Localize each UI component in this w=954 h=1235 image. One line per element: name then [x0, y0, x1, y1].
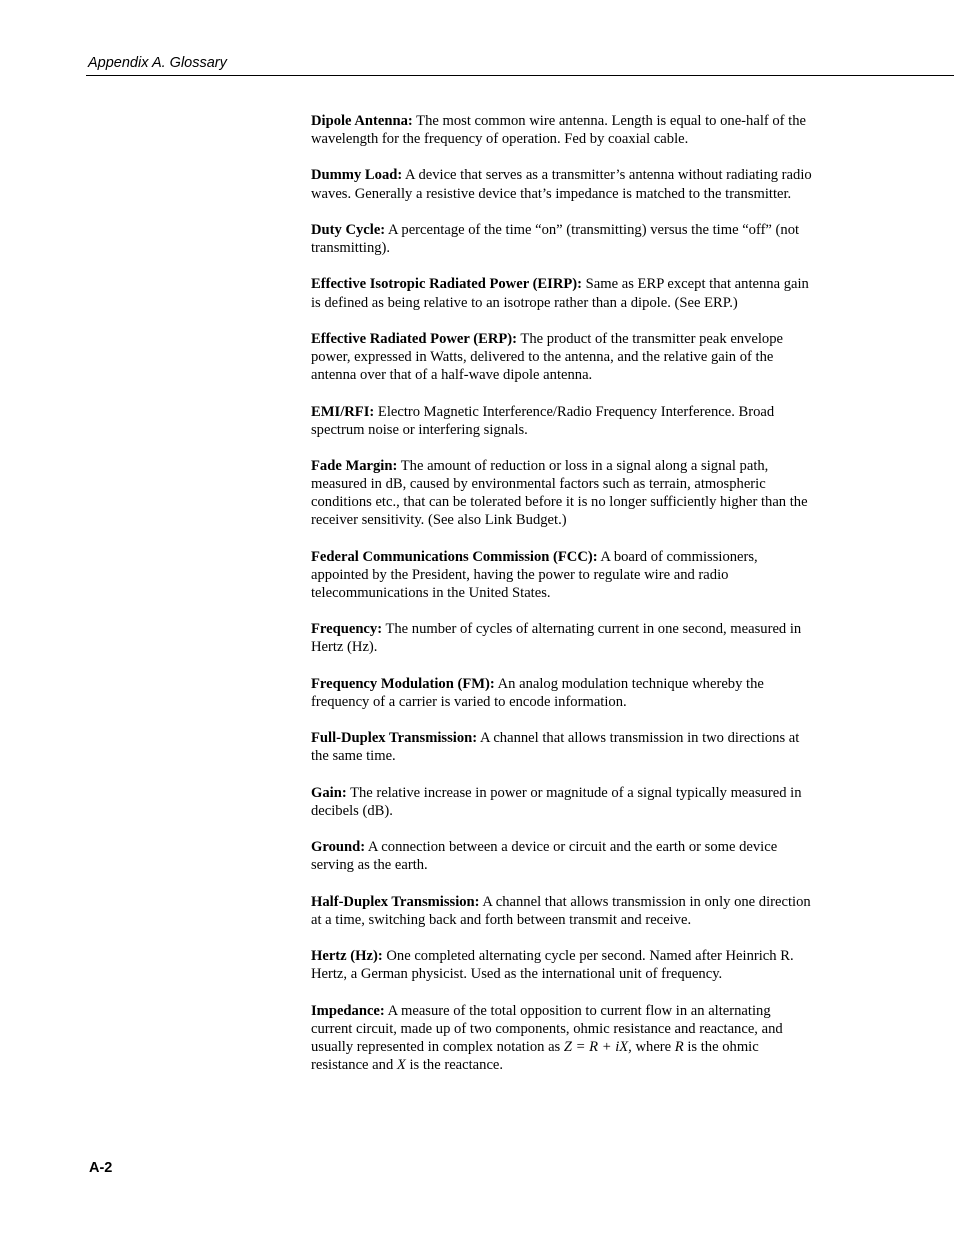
glossary-definition-part: is the reactance.	[405, 1056, 504, 1073]
impedance-formula: Z = R + iX,	[563, 1038, 632, 1055]
glossary-term: EMI/RFI:	[311, 403, 375, 420]
glossary-entry-duty-cycle	[311, 221, 813, 257]
glossary-definition-part: where	[631, 1038, 675, 1055]
glossary-definition: The relative increase in power or magnitude of a signal typically measured in decibels (dB).	[311, 784, 802, 819]
glossary-definition: An analog modulation technique whereby the frequency of a carrier is varied to encode information.	[311, 675, 764, 710]
page-number: A-2	[89, 1160, 113, 1176]
glossary-definition: The number of cycles of alternating current in one second, measured in Hertz (Hz).	[311, 621, 802, 656]
glossary-term: Dummy Load:	[311, 167, 403, 184]
glossary-entry-dipole-antenna	[311, 112, 813, 148]
glossary-entry-impedance	[311, 1002, 813, 1074]
glossary-entry-emi-rfi	[311, 403, 813, 439]
glossary-term: Duty Cycle:	[311, 221, 386, 238]
running-header: Appendix A. Glossary	[88, 55, 227, 71]
glossary-term: Full-Duplex Transmission:	[311, 730, 478, 747]
glossary-definition: The amount of reduction or loss in a signal along a signal path, measured in dB, caused by environmental factors such as terrain, atmospheric conditions etc., that can be tolerated before it is no longer sufficiently higher than the receiver sensitivity. (See also Link Budget.)	[311, 458, 808, 529]
glossary-entry-gain	[311, 784, 813, 820]
glossary-term: Fade Margin:	[311, 458, 398, 474]
glossary-definition: Electro Magnetic Interference/Radio Frequency Interference. Broad spectrum noise or interfering signals.	[311, 403, 775, 438]
glossary-term: Impedance:	[311, 1002, 385, 1019]
glossary-entry-frequency-modulation	[311, 675, 813, 711]
header-rule	[86, 75, 954, 76]
glossary-entry-fade-margin	[311, 457, 813, 529]
glossary-entry-ground	[311, 838, 813, 874]
glossary-term: Ground:	[311, 839, 366, 856]
glossary-definition: A connection between a device or circuit and the earth or some device serving as the earth.	[311, 839, 778, 874]
glossary-definition-part: is the ohmic resistance and	[311, 1038, 759, 1073]
glossary-entry-frequency	[311, 620, 813, 656]
glossary-definition: One completed alternating cycle per second. Named after Heinrich R. Hertz, a German physicist. Used as the international unit of frequency.	[311, 948, 794, 983]
glossary-term: Frequency:	[311, 621, 383, 638]
variable-r: R	[674, 1038, 684, 1055]
glossary-definition: A channel that allows transmission in two directions at the same time.	[311, 730, 800, 765]
glossary-entry-eirp	[311, 275, 813, 311]
glossary-list	[311, 112, 813, 1092]
glossary-term: Federal Communications Commission (FCC):	[311, 548, 598, 565]
glossary-definition: Same as ERP except that antenna gain is defined as being relative to an isotrope rather than a dipole. (See ERP.)	[311, 276, 809, 311]
glossary-entry-fcc	[311, 548, 813, 602]
glossary-definition: A board of commissioners, appointed by the President, having the power to regulate wire and radio telecommunications in the United States.	[311, 548, 758, 601]
glossary-entry-erp	[311, 330, 813, 384]
glossary-definition: A percentage of the time “on” (transmitting) versus the time “off” (not transmitting).	[311, 221, 800, 257]
glossary-term: Hertz (Hz):	[311, 948, 383, 965]
glossary-term: Effective Isotropic Radiated Power (EIRP):	[311, 276, 583, 293]
glossary-entry-hertz	[311, 947, 813, 983]
glossary-definition-part: A measure of the total opposition to current flow in an alternating current circuit, made up of two components, ohmic resistance and reactance, and usually represented in complex notation as	[311, 1002, 783, 1055]
glossary-entry-half-duplex	[311, 893, 813, 929]
glossary-entry-full-duplex	[311, 729, 813, 765]
glossary-term: Gain:	[311, 784, 347, 801]
glossary-definition: A device that serves as a transmitter’s antenna without radiating radio waves. Generally a resistive device that’s impedance is matched to the transmitter.	[311, 167, 812, 202]
glossary-term: Dipole Antenna:	[311, 113, 413, 129]
glossary-entry-dummy-load	[311, 166, 813, 202]
glossary-term: Effective Radiated Power (ERP):	[311, 330, 518, 347]
glossary-definition: A channel that allows transmission in only one direction at a time, switching back and forth between transmit and receive.	[311, 893, 811, 928]
variable-x: X	[396, 1056, 406, 1073]
glossary-definition: The most common wire antenna. Length is equal to one-half of the wavelength for the frequency of operation. Fed by coaxial cable.	[311, 113, 807, 148]
glossary-term: Half-Duplex Transmission:	[311, 893, 480, 910]
glossary-definition: The product of the transmitter peak envelope power, expressed in Watts, delivered to the antenna, and the relative gain of the antenna over that of a half-wave dipole antenna.	[311, 330, 783, 384]
glossary-term: Frequency Modulation (FM):	[311, 675, 495, 692]
